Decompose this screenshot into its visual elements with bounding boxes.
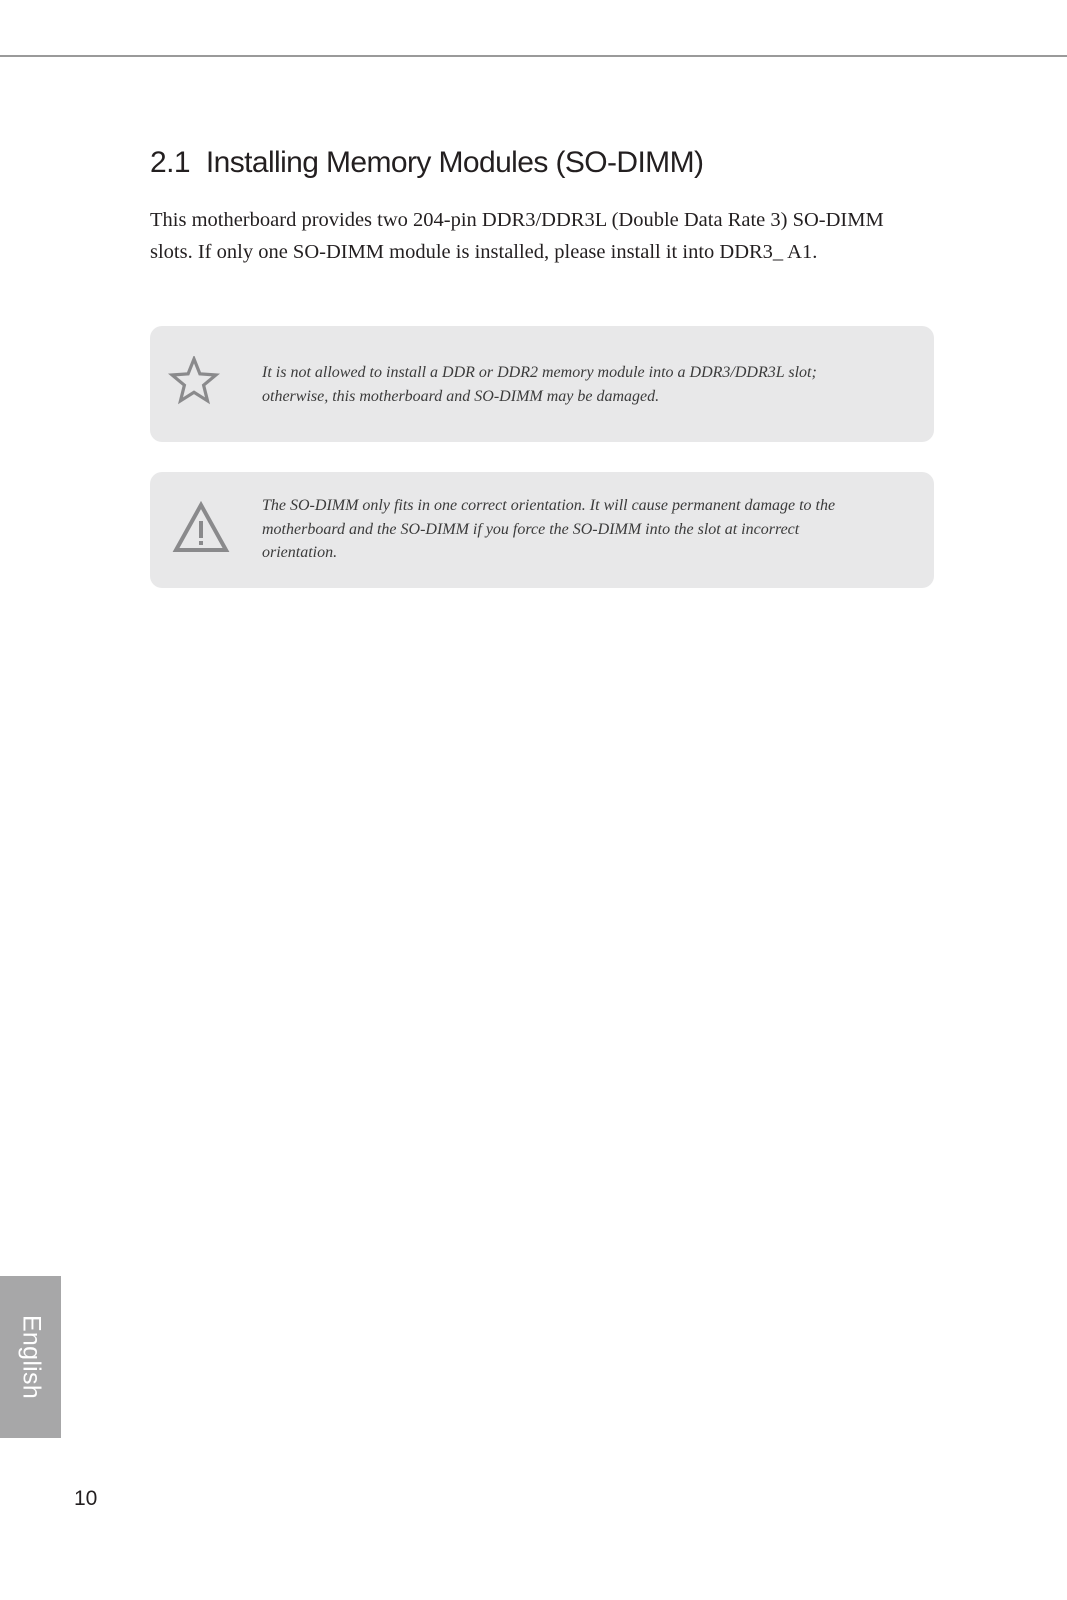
intro-paragraph: This motherboard provides two 204-pin DDR3/DDR3L (Double Data Rate 3) SO-DIMM slots. If only one SO-DIMM module is installed, please install it into DDR3_ A1.: [150, 209, 884, 263]
star-icon: [168, 356, 220, 411]
language-label: English: [17, 1314, 45, 1400]
page-number: 10: [74, 1487, 98, 1510]
section-heading: [150, 146, 703, 180]
top-rule: [0, 55, 1067, 57]
note-text: It is not allowed to install a DDR or DDR2 memory module into a DDR3/DDR3L slot; otherwise, this motherboard and SO-DIMM may be damaged.: [262, 364, 817, 405]
caution-box: [150, 472, 934, 588]
language-tab: [0, 1276, 61, 1438]
warning-triangle-icon: [168, 500, 234, 561]
section-number: 2.1: [150, 146, 190, 179]
note-box: [150, 326, 934, 442]
section-title: Installing Memory Modules (SO-DIMM): [205, 146, 704, 179]
caution-text: The SO-DIMM only fits in one correct orientation. It will cause permanent damage to the motherboard and the SO-DIMM if you force the SO-DIMM into the slot at incorrect orientation.: [262, 497, 836, 561]
